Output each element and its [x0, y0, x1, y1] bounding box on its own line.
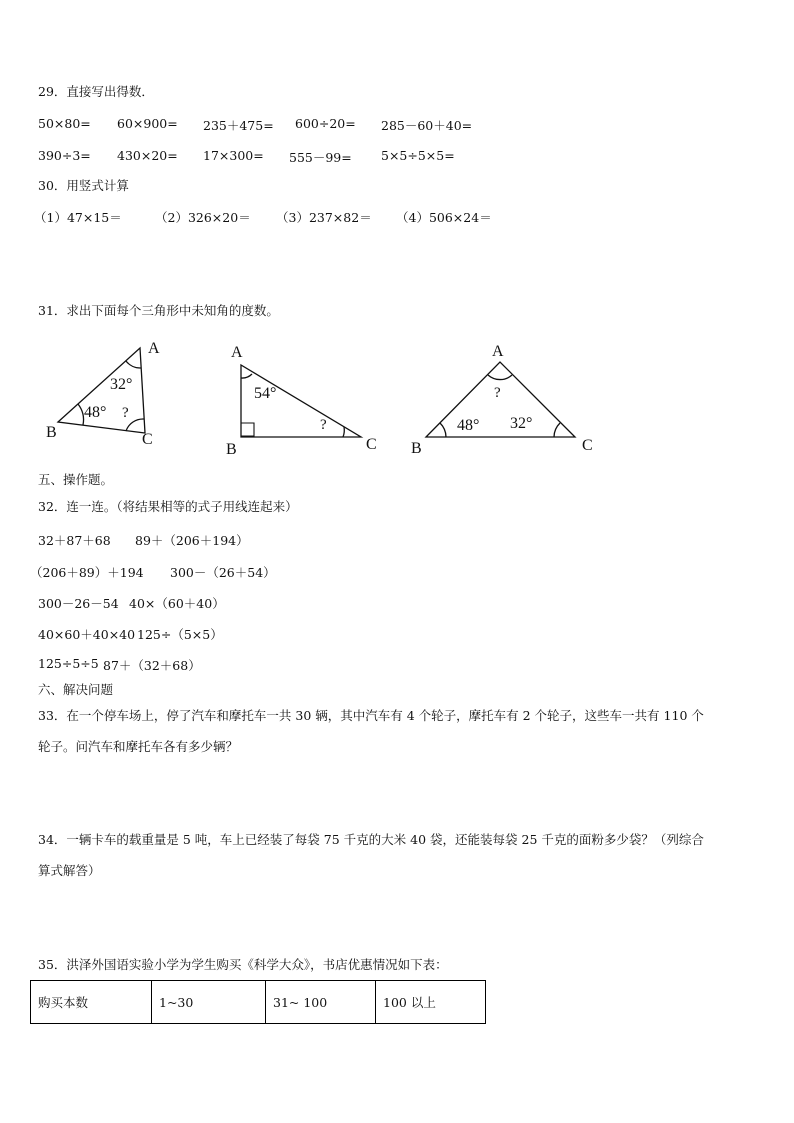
angle-label: 48°: [84, 404, 107, 421]
vertex-label: B: [226, 441, 237, 458]
q29-expr: 285－60＋40=: [381, 118, 473, 133]
q34-text: 34．一辆卡车的载重量是 5 吨，车上已经装了每袋 75 千克的大米 40 袋，还能装每袋 25 千克的面粉多少袋？（列综合: [38, 832, 704, 847]
q29-expr: 50×80=: [38, 116, 91, 131]
q32-right-expr: 125÷（5×5）: [137, 627, 223, 642]
angle-arc-b1: [78, 404, 83, 425]
q29-expr: 600÷20=: [295, 116, 356, 131]
vertex-label: A: [148, 340, 160, 357]
q32-left-expr: 32＋87＋68: [38, 533, 111, 548]
section-heading: 五、操作题。: [38, 472, 114, 487]
angle-arc-a1: [126, 361, 141, 368]
q30-title: 30．用竖式计算: [38, 178, 129, 193]
q34-text: 算式解答）: [38, 863, 101, 878]
vertex-label: A: [231, 344, 243, 361]
vertex-label: C: [366, 436, 377, 453]
q30-item: （1）47×15＝: [34, 210, 122, 225]
q32-right-expr: 89＋（206＋194）: [135, 533, 249, 548]
section-heading: 六、解决问题: [38, 682, 114, 697]
q32-left-expr: 40×60＋40×40: [38, 627, 136, 642]
vertex-label: A: [492, 343, 504, 360]
table-cell: 31~ 100: [266, 981, 376, 1024]
triangles-figure: [0, 0, 794, 470]
angle-arc-b3: [440, 423, 446, 437]
q29-title: 29．直接写出得数．: [38, 84, 154, 99]
q33-text: 33．在一个停车场上，停了汽车和摩托车一共 30 辆，其中汽车有 4 个轮子，摩托车有 2 个轮子，这些车一共有 110 个: [38, 708, 704, 723]
q30-item: （3）237×82＝: [276, 210, 372, 225]
angle-arc-c1: [126, 419, 144, 431]
q29-expr: 390÷3=: [38, 148, 91, 163]
q29-expr: 17×300=: [203, 148, 264, 163]
unknown-angle-label: ?: [320, 417, 327, 433]
right-angle-mark: [241, 423, 254, 436]
q29-expr: 555－99=: [289, 150, 352, 165]
q30-item: （2）326×20＝: [155, 210, 251, 225]
angle-arc-a3: [488, 375, 512, 380]
table-cell: 100 以上: [376, 981, 486, 1024]
table-cell: 购买本数: [31, 981, 152, 1024]
q32-right-expr: 40×（60＋40）: [129, 596, 225, 611]
angle-arc-c2: [343, 427, 344, 437]
q35-title: 35．洪泽外国语实验小学为学生购买《科学大众》，书店优惠情况如下表：: [38, 957, 448, 972]
vertex-label: C: [142, 431, 153, 448]
table-row: [31, 981, 486, 1024]
vertex-label: B: [411, 440, 422, 457]
q32-right-expr: 87＋（32＋68）: [103, 658, 201, 673]
angle-label: 32°: [510, 415, 533, 432]
q29-expr: 430×20=: [117, 148, 178, 163]
q32-left-expr: （206＋89）＋194: [30, 565, 144, 580]
vertex-label: C: [582, 437, 593, 454]
q32-left-expr: 300－26－54: [38, 596, 119, 611]
q32-right-expr: 300－（26＋54）: [170, 565, 276, 580]
unknown-angle-label: ?: [122, 405, 129, 421]
q31-title: 31．求出下面每个三角形中未知角的度数。: [38, 303, 279, 318]
q29-expr: 235＋475=: [203, 118, 274, 133]
q33-text: 轮子。问汽车和摩托车各有多少辆？: [38, 739, 239, 754]
angle-arc-a2: [241, 374, 252, 378]
unknown-angle-label: ?: [494, 385, 501, 401]
q29-expr: 5×5÷5×5=: [381, 148, 455, 163]
q30-item: （4）506×24＝: [396, 210, 492, 225]
angle-label: 54°: [254, 385, 277, 402]
q29-expr: 60×900=: [117, 116, 178, 131]
angle-label: 48°: [457, 417, 480, 434]
discount-table: [30, 980, 486, 1024]
vertex-label: B: [46, 424, 57, 441]
angle-label: 32°: [110, 376, 133, 393]
angle-arc-c3: [554, 423, 560, 437]
q32-title: 32．连一连。（将结果相等的式子用线连起来）: [38, 499, 298, 514]
q32-left-expr: 125÷5÷5: [38, 656, 99, 671]
table-cell: 1~30: [152, 981, 266, 1024]
